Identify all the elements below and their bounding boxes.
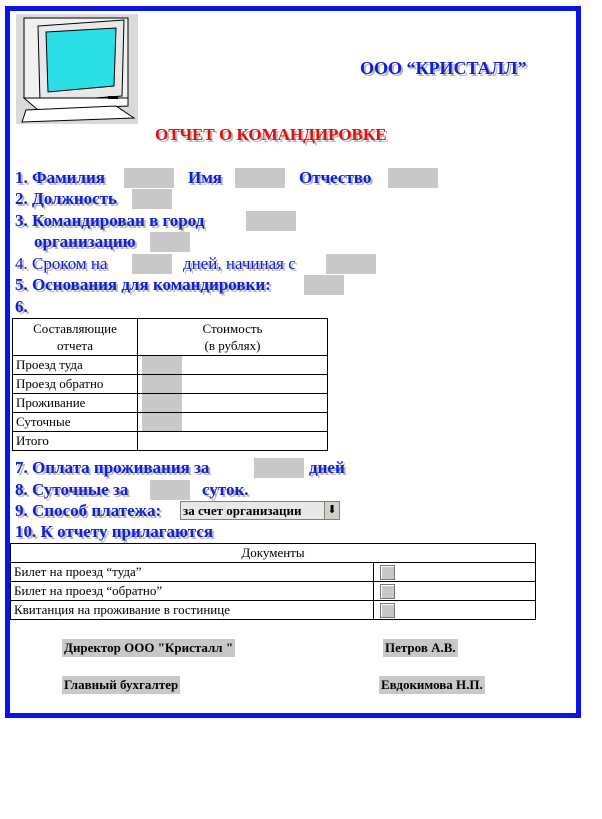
cost-header-component: Составляющие отчета	[13, 319, 138, 356]
daily-days-field[interactable]	[150, 480, 190, 500]
patronymic-label: Отчество	[299, 168, 372, 187]
patronymic-field[interactable]	[388, 168, 438, 188]
start-label: дней, начиная с	[183, 254, 296, 273]
cost-row-label: Проживание	[13, 394, 138, 413]
document-checkbox-hotel[interactable]	[380, 603, 395, 618]
document-row-label: Билет на проезд “туда”	[11, 563, 374, 582]
attachments-label: 10. К отчету прилагаются	[15, 522, 214, 541]
company-name: ООО “КРИСТАЛЛ”	[360, 58, 527, 78]
cost-row-label: Итого	[13, 432, 138, 451]
grounds-label: 5. Основания для командировки:	[15, 275, 271, 294]
payment-method-select[interactable]	[180, 501, 340, 520]
name-label: Имя	[188, 168, 222, 187]
cost-row-label: Проезд туда	[13, 356, 138, 375]
cost-total-value	[138, 432, 328, 451]
lodging-days-suffix: дней	[309, 458, 345, 477]
name-field[interactable]	[235, 168, 285, 188]
term-label: 4. Сроком на	[15, 254, 108, 273]
lodging-days-field[interactable]	[254, 458, 304, 478]
cost-field-lodging[interactable]	[142, 394, 182, 412]
cost-field-there[interactable]	[142, 356, 182, 374]
daily-suffix: суток.	[202, 480, 249, 499]
director-name: Петров А.В.	[385, 640, 456, 655]
documents-header: Документы	[11, 544, 536, 563]
lodging-payment-label: 7. Оплата проживания за	[15, 458, 210, 477]
payment-method-value: за счет организации	[183, 503, 302, 518]
payment-method-label: 9. Способ платежа:	[15, 501, 162, 520]
cost-row-label: Проезд обратно	[13, 375, 138, 394]
document-row-label: Билет на проезд “обратно”	[11, 582, 374, 601]
start-date-field[interactable]	[326, 254, 376, 274]
accountant-name: Евдокимова Н.П.	[381, 677, 483, 692]
document-checkbox-back[interactable]	[380, 584, 395, 599]
cost-row-label: Суточные	[13, 413, 138, 432]
cost-field-back[interactable]	[142, 375, 182, 393]
daily-label: 8. Суточные за	[15, 480, 129, 499]
surname-field[interactable]	[124, 168, 174, 188]
cost-header-value: Стоимость (в рублях)	[138, 319, 328, 356]
section-6-label: 6.	[15, 297, 28, 316]
city-field[interactable]	[246, 211, 296, 231]
city-label: 3. Командирован в город	[15, 211, 205, 230]
documents-table	[10, 543, 536, 620]
document-row-label: Квитанция на проживание в гостинице	[11, 601, 374, 620]
dropdown-arrow-icon[interactable]: ⬇	[324, 502, 339, 519]
organization-field[interactable]	[150, 232, 190, 252]
cost-table	[12, 318, 328, 451]
cost-field-daily[interactable]	[142, 413, 182, 431]
organization-label: организацию	[34, 232, 136, 251]
director-title: Директор ООО "Кристалл "	[64, 640, 234, 655]
computer-monitor-icon	[16, 14, 138, 124]
position-label: 2. Должность	[15, 189, 118, 208]
surname-label: 1. Фамилия	[15, 168, 106, 187]
position-field[interactable]	[132, 189, 172, 209]
grounds-field[interactable]	[304, 275, 344, 295]
document-checkbox-there[interactable]	[380, 565, 395, 580]
report-title: ОТЧЕТ О КОМАНДИРОВКЕ	[155, 125, 387, 144]
accountant-title: Главный бухгалтер	[64, 677, 179, 692]
term-days-field[interactable]	[132, 254, 172, 274]
